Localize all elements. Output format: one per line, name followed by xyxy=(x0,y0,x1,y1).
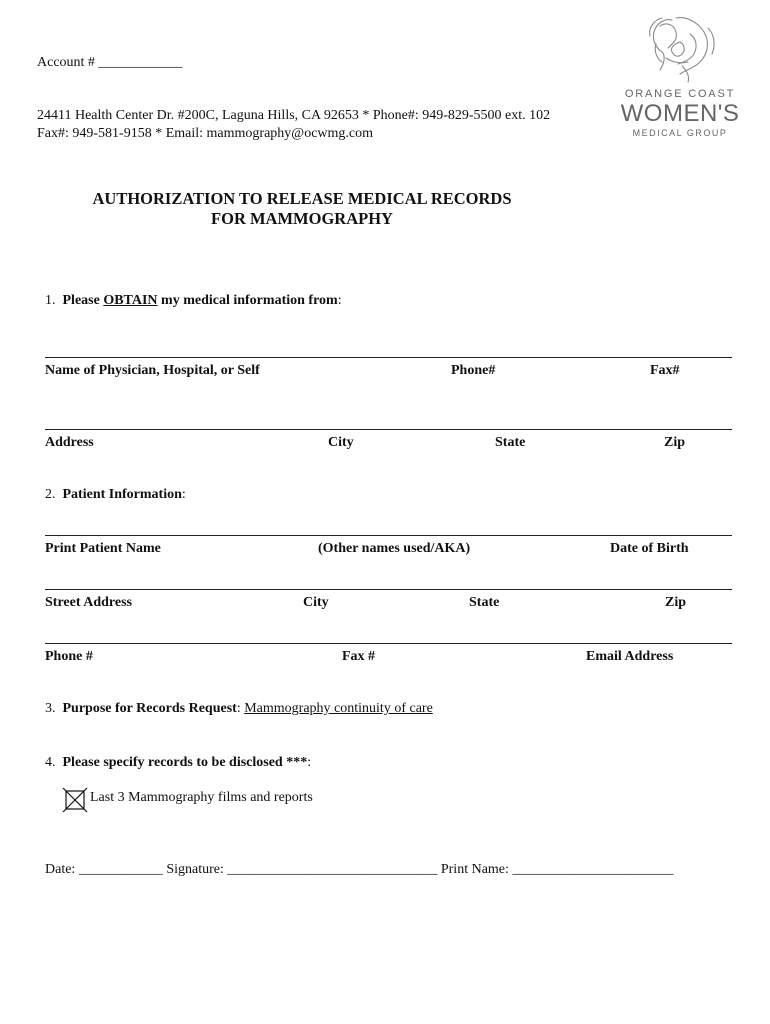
form-title-line-2: FOR MAMMOGRAPHY xyxy=(211,209,393,228)
purpose-value: Mammography continuity of care xyxy=(244,701,433,716)
checkbox-x-icon xyxy=(62,787,88,813)
physician-address-line[interactable] xyxy=(45,429,732,430)
section-1-number: 1. xyxy=(45,293,56,308)
logo-line-orange-coast: ORANGE COAST xyxy=(624,88,736,100)
section-3-number: 3. xyxy=(45,701,56,716)
patient-fax-label: Fax # xyxy=(342,649,376,664)
section-1-colon: : xyxy=(337,293,342,308)
section-2-number: 2. xyxy=(45,487,56,502)
section-1-prefix: Please xyxy=(62,293,100,308)
records-option-label: Last 3 Mammography films and reports xyxy=(90,790,313,805)
patient-name-label: Print Patient Name xyxy=(45,541,161,556)
patient-name-line[interactable] xyxy=(45,535,732,536)
logo-line-womens: WOMEN'S xyxy=(620,100,740,127)
physician-city-label: City xyxy=(328,435,354,450)
patient-street-label: Street Address xyxy=(45,595,132,610)
patient-street-line[interactable] xyxy=(45,589,732,590)
mother-child-sketch-icon xyxy=(620,14,740,86)
patient-dob-label: Date of Birth xyxy=(610,541,689,556)
physician-address-label: Address xyxy=(45,435,94,450)
patient-aka-label: (Other names used/AKA) xyxy=(318,541,471,556)
section-4-colon: : xyxy=(307,755,312,770)
logo-line-medical-group: MEDICAL GROUP xyxy=(632,128,728,138)
clinic-address-line: 24411 Health Center Dr. #200C, Laguna Hills, CA 92653 * Phone#: 949-829-5500 ext. 102 xyxy=(37,108,551,123)
physician-phone-label: Phone# xyxy=(451,363,496,378)
patient-state-label: State xyxy=(469,595,500,610)
clinic-logo xyxy=(620,14,740,144)
records-checkbox[interactable] xyxy=(62,787,88,813)
physician-name-label: Name of Physician, Hospital, or Self xyxy=(45,363,260,378)
section-2-label: Patient Information xyxy=(62,487,182,502)
section-2-heading xyxy=(45,487,186,503)
patient-zip-label: Zip xyxy=(665,595,687,610)
section-3-label: Purpose for Records Request xyxy=(62,701,237,716)
patient-email-label: Email Address xyxy=(586,649,674,664)
section-2-colon: : xyxy=(181,487,186,502)
section-4-number: 4. xyxy=(45,755,56,770)
signature-line[interactable]: Date: ____________ Signature: ______________________________ Print Name: _______________________ xyxy=(45,862,674,877)
section-1-emphasis: OBTAIN xyxy=(103,293,158,308)
physician-zip-label: Zip xyxy=(664,435,686,450)
patient-city-label: City xyxy=(303,595,329,610)
section-3-heading xyxy=(45,701,433,717)
clinic-fax-email-line: Fax#: 949-581-9158 * Email: mammography@ocwmg.com xyxy=(37,126,374,141)
section-1-heading xyxy=(45,293,342,309)
section-4-label: Please specify records to be disclosed *** xyxy=(62,755,308,770)
section-3-colon: : xyxy=(236,701,245,716)
section-1-suffix: my medical information from xyxy=(161,293,338,308)
form-title-line-1: AUTHORIZATION TO RELEASE MEDICAL RECORDS xyxy=(92,189,512,208)
account-number-field[interactable]: Account # ____________ xyxy=(37,55,183,70)
patient-phone-label: Phone # xyxy=(45,649,93,664)
physician-state-label: State xyxy=(495,435,526,450)
patient-contact-line[interactable] xyxy=(45,643,732,644)
section-4-heading xyxy=(45,755,311,771)
physician-name-line[interactable] xyxy=(45,357,732,358)
physician-fax-label: Fax# xyxy=(650,363,680,378)
